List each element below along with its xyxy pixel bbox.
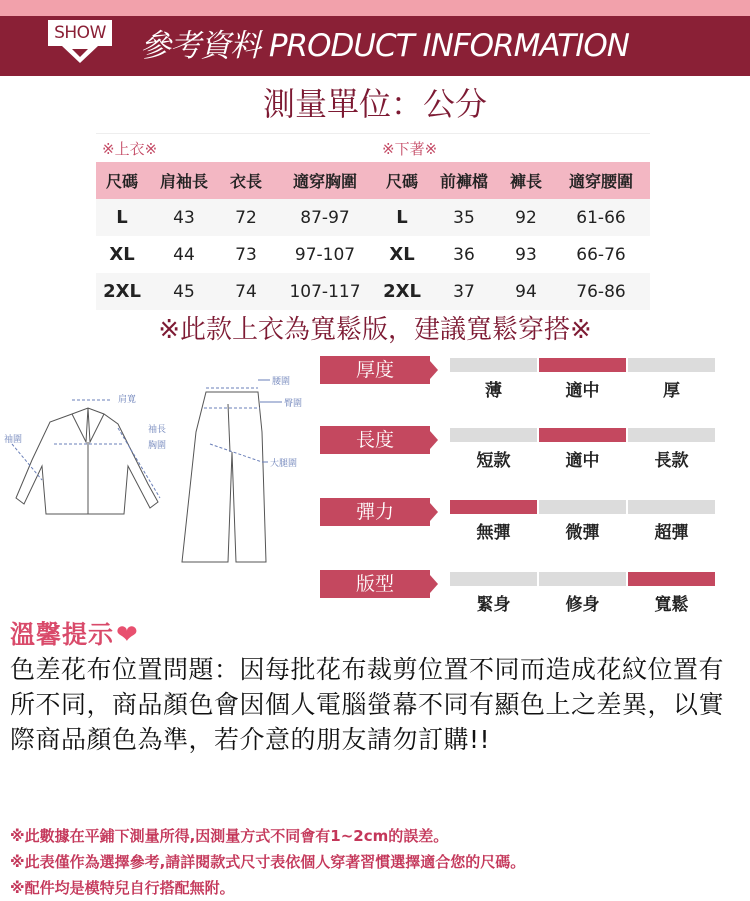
show-arrow-inner [72,49,88,57]
table-cell: L [376,199,428,236]
rating-segment [450,358,537,372]
sleeve-length-label: 袖長 [148,425,167,435]
rating-segment [450,500,537,514]
rating-option: 薄 [485,381,502,401]
tips-title-text: 溫馨提示 [10,620,115,649]
rating-segment [628,428,715,442]
tips-body: 色差花布位置問題：因每批花布裁剪位置不同而造成花紋位置有所不同，商品顏色會因個人電腦螢幕不同有顯色上之差異，以實際商品顏色為準，若介意的朋友請勿訂購!! [10,655,725,754]
table-cell: 93 [500,236,552,273]
tops-section-title: ※上衣※ [96,134,378,163]
fit-note: ※此款上衣為寬鬆版，建議寬鬆穿搭※ [158,315,592,345]
thigh-measure-line [210,444,262,462]
tops-header-size: 尺碼 [96,162,148,199]
table-cell: 66-76 [552,236,650,273]
bust-label: 胸圍 [148,441,167,451]
rating-option: 長款 [654,451,689,471]
waist-label: 腰圍 [272,377,291,387]
table-cell: 44 [148,236,220,273]
table-cell: 72 [220,199,272,236]
rating-segment [628,358,715,372]
tops-header-bust: 適穿胸圍 [272,162,378,199]
rating-option: 短款 [476,451,511,471]
table-cell: 37 [428,273,500,310]
table-cell: L [96,199,148,236]
hip-label: 臀圍 [284,399,303,409]
table-cell: 2XL [376,273,428,310]
table-cell: 107-117 [272,273,378,310]
table-cell: XL [96,236,148,273]
rating-option: 修身 [565,595,600,615]
table-cell: 87-97 [272,199,378,236]
rating-arrow-icon [430,575,438,593]
measurement-diagram [0,362,320,572]
table-cell: 35 [428,199,500,236]
tops-size-table [96,133,378,310]
rating-segment [450,428,537,442]
bottoms-section-title: ※下著※ [376,134,650,163]
rating-segment [539,572,626,586]
rating-segment [539,428,626,442]
table-row [96,236,378,273]
rating-label: 厚度 [320,356,430,384]
bottoms-header-size: 尺碼 [376,162,428,199]
tops-header-length: 衣長 [220,162,272,199]
bottoms-size-table [376,133,650,310]
table-cell: 73 [220,236,272,273]
table-cell: 76-86 [552,273,650,310]
rating-arrow-icon [430,431,438,449]
fine-print-1: ※此數據在平鋪下測量所得,因測量方式不同會有1~2cm的誤差。 [10,827,449,845]
rating-arrow-icon [430,361,438,379]
table-row [376,199,650,236]
rating-option: 厚 [663,381,680,401]
rating-segment [628,500,715,514]
table-row [96,199,378,236]
rating-label: 長度 [320,426,430,454]
rating-option: 緊身 [476,595,511,615]
show-tag: SHOW [48,20,112,46]
sleeve-circ-label: 袖圍 [4,435,23,445]
top-stripe [0,0,750,16]
table-cell: 61-66 [552,199,650,236]
fine-print-2: ※此表僅作為選擇參考,請詳閱款式尺寸表依個人穿著習慣選擇適合您的尺碼。 [10,853,526,871]
rating-option: 無彈 [476,523,511,543]
table-cell: 45 [148,273,220,310]
shoulder-label: 肩寬 [118,395,137,405]
rating-option: 超彈 [654,523,689,543]
bottoms-header-length: 褲長 [500,162,552,199]
header-title: 參考資料 PRODUCT INFORMATION [140,28,629,64]
rating-segment [539,500,626,514]
table-row [96,273,378,310]
table-cell: 92 [500,199,552,236]
table-row [376,236,650,273]
table-cell: 94 [500,273,552,310]
table-cell: 43 [148,199,220,236]
rating-option: 微彈 [565,523,600,543]
rating-label: 版型 [320,570,430,598]
table-cell: 36 [428,236,500,273]
pants-outline [182,392,266,562]
table-cell: XL [376,236,428,273]
table-cell: 97-107 [272,236,378,273]
rating-label: 彈力 [320,498,430,526]
tips-title [10,618,139,652]
rating-option: 寬鬆 [654,595,689,615]
table-row [376,273,650,310]
rating-segment [628,572,715,586]
bottoms-header-rise: 前褲檔 [428,162,500,199]
table-cell: 74 [220,273,272,310]
bottoms-header-waist: 適穿腰圍 [552,162,650,199]
table-cell: 2XL [96,273,148,310]
thigh-label: 大腿圍 [270,459,298,469]
rating-option: 適中 [565,451,600,471]
fine-print-3: ※配件均是模特兒自行搭配無附。 [10,879,235,897]
unit-title: 測量單位：公分 [262,85,487,123]
rating-segment [450,572,537,586]
tops-header-shoulder: 肩袖長 [148,162,220,199]
rating-segment [539,358,626,372]
pants-fly [228,404,230,452]
rating-option: 適中 [565,381,600,401]
heart-icon: ❤ [116,620,139,650]
rating-arrow-icon [430,503,438,521]
